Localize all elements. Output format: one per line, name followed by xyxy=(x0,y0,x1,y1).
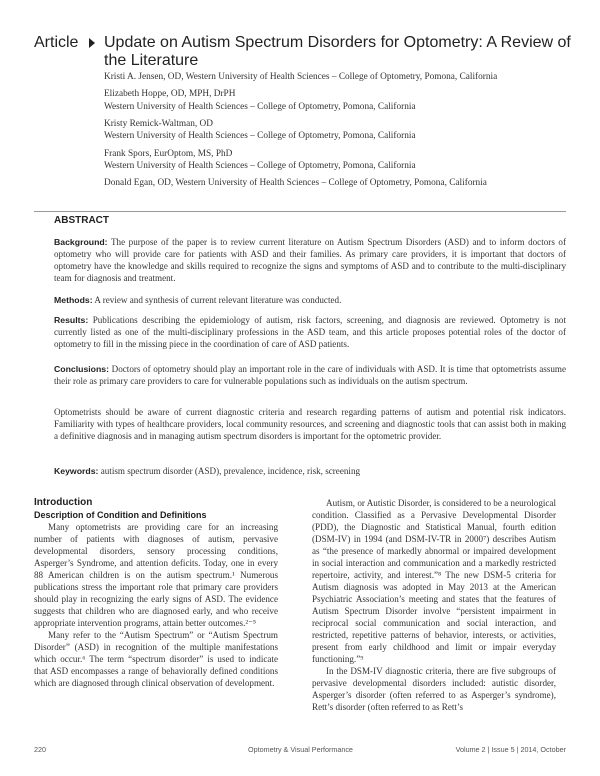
abstract-heading: ABSTRACT xyxy=(54,215,109,226)
abstract-background xyxy=(54,236,566,284)
right-paragraph-1: Autism, or Autistic Disorder, is considered to be a neurological condition. Classified as a Pervasive Developmental Disorder (PDD), the Diagnostic and Statistical Manual, fourth edition (DSM-IV) in 1994 (and DSM-IV-TR in 2000⁷) describes Autism as “the presence of markedly abnormal or impaired development in social interaction and communication and a markedly restricted repertoire, activity, and interest.”⁸ The new DSM-5 criteria for Autism diagnosis was adopted in May 2013 at the American Psychiatric Association’s meeting and states that the features of Autism Spectrum Disorder involve “persistent impairment in reciprocal social communication and social interaction, and restricted, repetitive patterns of behavior, interests, or activities, present from early childhood and limit or impair everyday functioning.”⁹ xyxy=(312,498,556,664)
abstract-conclusions xyxy=(54,363,566,387)
left-paragraph-1: Many optometrists are providing care for an increasing number of patients with diagnoses of autism, pervasive developmental disorders, sensory processing conditions, Asperger’s Syndrome, and attention deficits. Today, one in every 88 American children is on the autism spectrum.¹ Numerous publications stress the important role that primary care providers should play in recognizing the early signs of ASD. The evidence suggests that children who are diagnosed early, and who receive appropriate intervention programs, attain better outcomes.²⁻⁵ xyxy=(34,522,278,628)
abstract-keywords xyxy=(54,465,566,477)
author-remick-waltman: Kristy Remick-Waltman, OD xyxy=(104,119,213,130)
abstract-methods xyxy=(54,294,566,306)
abstract-section xyxy=(34,211,566,487)
author-egan: Donald Egan, OD, Western University of Health Sciences – College of Optometry, Pomona, California xyxy=(104,178,487,189)
author-hoppe-affiliation: Western University of Health Sciences – College of Optometry, Pomona, California xyxy=(104,101,416,112)
subsection-heading: Description of Condition and Definitions xyxy=(34,510,207,520)
methods-label: Methods: xyxy=(54,295,93,305)
author-spors-affiliation: Western University of Health Sciences – College of Optometry, Pomona, California xyxy=(104,160,416,171)
right-paragraph-2: In the DSM-IV diagnostic criteria, there are five subgroups of pervasive developmental disorders included: autistic disorder, Asperger’s disorder (often referred to as Asperger’s syndrome), Rett’s disorder (often referred to as Rett’s xyxy=(312,666,556,712)
introduction-heading: Introduction xyxy=(34,497,93,508)
abstract-results xyxy=(54,314,566,350)
left-paragraph-2: Many refer to the “Autism Spectrum” or “Autism Spectrum Disorder” (ASD) in recognition of the multiple manifestations which occur.⁶ The term “spectrum disorder” is used to indicate that ASD encompasses a range of behaviorally defined conditions which are diagnosed through clinical observation of development. xyxy=(34,630,278,688)
left-column xyxy=(34,497,278,689)
conclusions-label: Conclusions: xyxy=(54,364,110,374)
author-spors: Frank Spors, EurOptom, MS, PhD xyxy=(104,148,233,159)
conclusions-text: Doctors of optometry should play an important role in the care of individuals with ASD. It is time that optometrists assume their role as primary care providers to care for vulnerable populations such as individuals on the autism spectrum. xyxy=(54,364,566,386)
page-footer xyxy=(34,745,566,757)
volume-info: Volume 2 | Issue 5 | 2014, October xyxy=(455,745,566,754)
abstract-extra: Optometrists should be aware of current diagnostic criteria and research regarding patterns of autism and potential risk indicators. Familiarity with types of healthcare providers, local community resources, and screening and diagnostic tools that can assist both in making a definitive diagnosis and in managing autism spectrum disorders is important for the optometric provider. xyxy=(54,407,566,441)
keywords-text: autism spectrum disorder (ASD), prevalence, incidence, risk, screening xyxy=(100,466,361,476)
author-list xyxy=(104,71,584,189)
page-number: 220 xyxy=(34,745,46,754)
triangle-right-icon xyxy=(89,38,95,48)
methods-text: A review and synthesis of current relevant literature was conducted. xyxy=(94,295,342,305)
right-column xyxy=(312,497,556,713)
article-label: Article xyxy=(34,34,79,51)
results-text: Publications describing the epidemiology of autism, risk factors, screening, and diagnosis are reviewed. Optometry is not currently listed as one of the multi-disciplinary professions in the ASD team, and this article proposes potential roles of the doctor of optometry to fill in the missing piece in the coordination of care of ASD patients. xyxy=(54,315,566,349)
keywords-label: Keywords: xyxy=(54,466,99,476)
journal-name: Optometry & Visual Performance xyxy=(248,745,353,754)
author-hoppe: Elizabeth Hoppe, OD, MPH, DrPH xyxy=(104,89,236,100)
background-label: Background: xyxy=(54,237,108,247)
article-title: Update on Autism Spectrum Disorders for Optometry: A Review of the Literature xyxy=(104,34,571,69)
background-text: The purpose of the paper is to review current literature on Autism Spectrum Disorders (ASD) and to inform doctors of optometry who will provide care for patients with ASD and their families. As primary care providers, it is important that doctors of optometry have the knowledge and skills required to recognize the signs and symptoms of ASD and to contribute to the multi-disciplinary team for diagnosis and treatment. xyxy=(54,237,566,283)
author-jensen: Kristi A. Jensen, OD, Western University of Health Sciences – College of Optometry, Pomona, California xyxy=(104,72,498,82)
author-remick-waltman-affiliation: Western University of Health Sciences – College of Optometry, Pomona, California xyxy=(104,131,416,142)
results-label: Results: xyxy=(54,315,89,325)
